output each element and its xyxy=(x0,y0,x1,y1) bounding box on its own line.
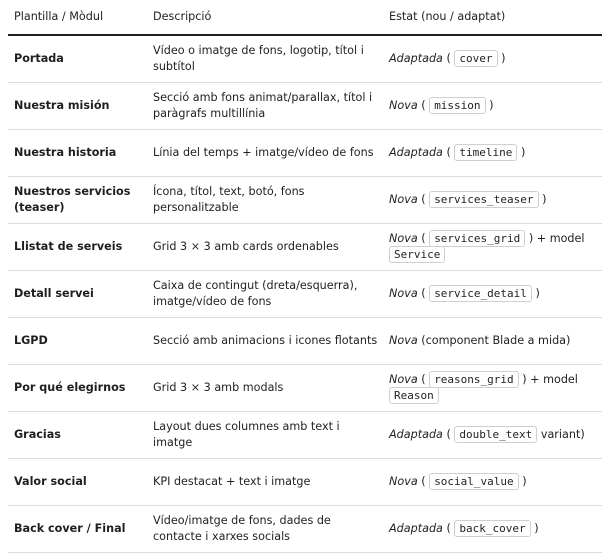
module-description: KPI destacat + text i imatge xyxy=(147,458,383,505)
module-status xyxy=(383,317,602,364)
modules-table xyxy=(8,0,602,553)
module-name: Llistat de serveis xyxy=(8,223,147,270)
status-label: Nova xyxy=(389,286,418,300)
module-description: Línia del temps + imatge/vídeo de fons xyxy=(147,129,383,176)
module-description: Secció amb fons animat/parallax, títol i paràgrafs multillínia xyxy=(147,82,383,129)
status-label: Adaptada xyxy=(389,145,443,159)
module-name: Gracias xyxy=(8,411,147,458)
status-label: Nova xyxy=(389,192,418,206)
table-row xyxy=(8,364,602,411)
table-row xyxy=(8,270,602,317)
table-row xyxy=(8,82,602,129)
module-name: Nuestros servicios (teaser) xyxy=(8,176,147,223)
module-name: Portada xyxy=(8,35,147,82)
table-row xyxy=(8,176,602,223)
status-label: Nova xyxy=(389,372,418,386)
status-code: service_detail xyxy=(429,285,532,302)
module-name: Detall servei xyxy=(8,270,147,317)
status-code: cover xyxy=(454,50,497,67)
status-code: mission xyxy=(429,97,485,114)
status-label: Nova xyxy=(389,98,418,112)
table-row xyxy=(8,223,602,270)
module-name: Nuestra misión xyxy=(8,82,147,129)
module-status: Nova ( mission ) xyxy=(383,82,602,129)
module-description: Layout dues columnes amb text i imatge xyxy=(147,411,383,458)
module-name: Por qué elegirnos xyxy=(8,364,147,411)
table-header xyxy=(8,0,602,35)
status-code: reasons_grid xyxy=(429,371,518,388)
header-status: Estat (nou / adaptat) xyxy=(383,0,602,35)
header-module: Plantilla / Mòdul xyxy=(8,0,147,35)
status-label: Adaptada xyxy=(389,521,443,535)
header-row xyxy=(8,0,602,35)
table-row xyxy=(8,317,602,364)
module-name: Nuestra historia xyxy=(8,129,147,176)
status-extra: + model xyxy=(533,231,585,245)
module-status: Adaptada ( timeline ) xyxy=(383,129,602,176)
module-description: Secció amb animacions i icones flotants xyxy=(147,317,383,364)
status-extra: + model xyxy=(526,372,578,386)
status-label: Adaptada xyxy=(389,51,443,65)
module-name: Valor social xyxy=(8,458,147,505)
module-status: Nova ( social_value ) xyxy=(383,458,602,505)
header-description: Descripció xyxy=(147,0,383,35)
table-body xyxy=(8,35,602,552)
module-description: Grid 3 × 3 amb cards ordenables xyxy=(147,223,383,270)
module-status: Nova ( services_teaser ) xyxy=(383,176,602,223)
table-row xyxy=(8,458,602,505)
status-label: Nova xyxy=(389,333,418,347)
module-description: Caixa de contingut (dreta/esquerra), imatge/vídeo de fons xyxy=(147,270,383,317)
module-name: Back cover / Final xyxy=(8,505,147,552)
module-description: Ícona, títol, text, botó, fons personalitzable xyxy=(147,176,383,223)
status-model-code: Reason xyxy=(389,387,439,404)
module-status: Adaptada ( double_text variant) xyxy=(383,411,602,458)
status-code: back_cover xyxy=(454,520,530,537)
module-status: Nova ( reasons_grid ) + model Reason xyxy=(383,364,602,411)
module-description: Vídeo o imatge de fons, logotip, títol i subtítol xyxy=(147,35,383,82)
status-label: Adaptada xyxy=(389,427,443,441)
status-code: double_text xyxy=(454,426,537,443)
module-status: Adaptada ( cover ) xyxy=(383,35,602,82)
status-model-code: Service xyxy=(389,246,445,263)
module-status: Nova ( services_grid ) + model Service xyxy=(383,223,602,270)
status-extra: variant) xyxy=(537,427,585,441)
status-code: services_grid xyxy=(429,230,525,247)
module-description: Grid 3 × 3 amb modals xyxy=(147,364,383,411)
module-name: LGPD xyxy=(8,317,147,364)
status-label: Nova xyxy=(389,231,418,245)
module-description: Vídeo/imatge de fons, dades de contacte i xarxes socials xyxy=(147,505,383,552)
table-row xyxy=(8,411,602,458)
status-label: Nova xyxy=(389,474,418,488)
module-status: Adaptada ( back_cover ) xyxy=(383,505,602,552)
status-code: timeline xyxy=(454,144,517,161)
table-row xyxy=(8,35,602,82)
status-code: social_value xyxy=(429,473,518,490)
status-code: services_teaser xyxy=(429,191,538,208)
module-status: Nova ( service_detail ) xyxy=(383,270,602,317)
status-tail: (component Blade a mida) xyxy=(417,333,571,347)
table-row xyxy=(8,129,602,176)
